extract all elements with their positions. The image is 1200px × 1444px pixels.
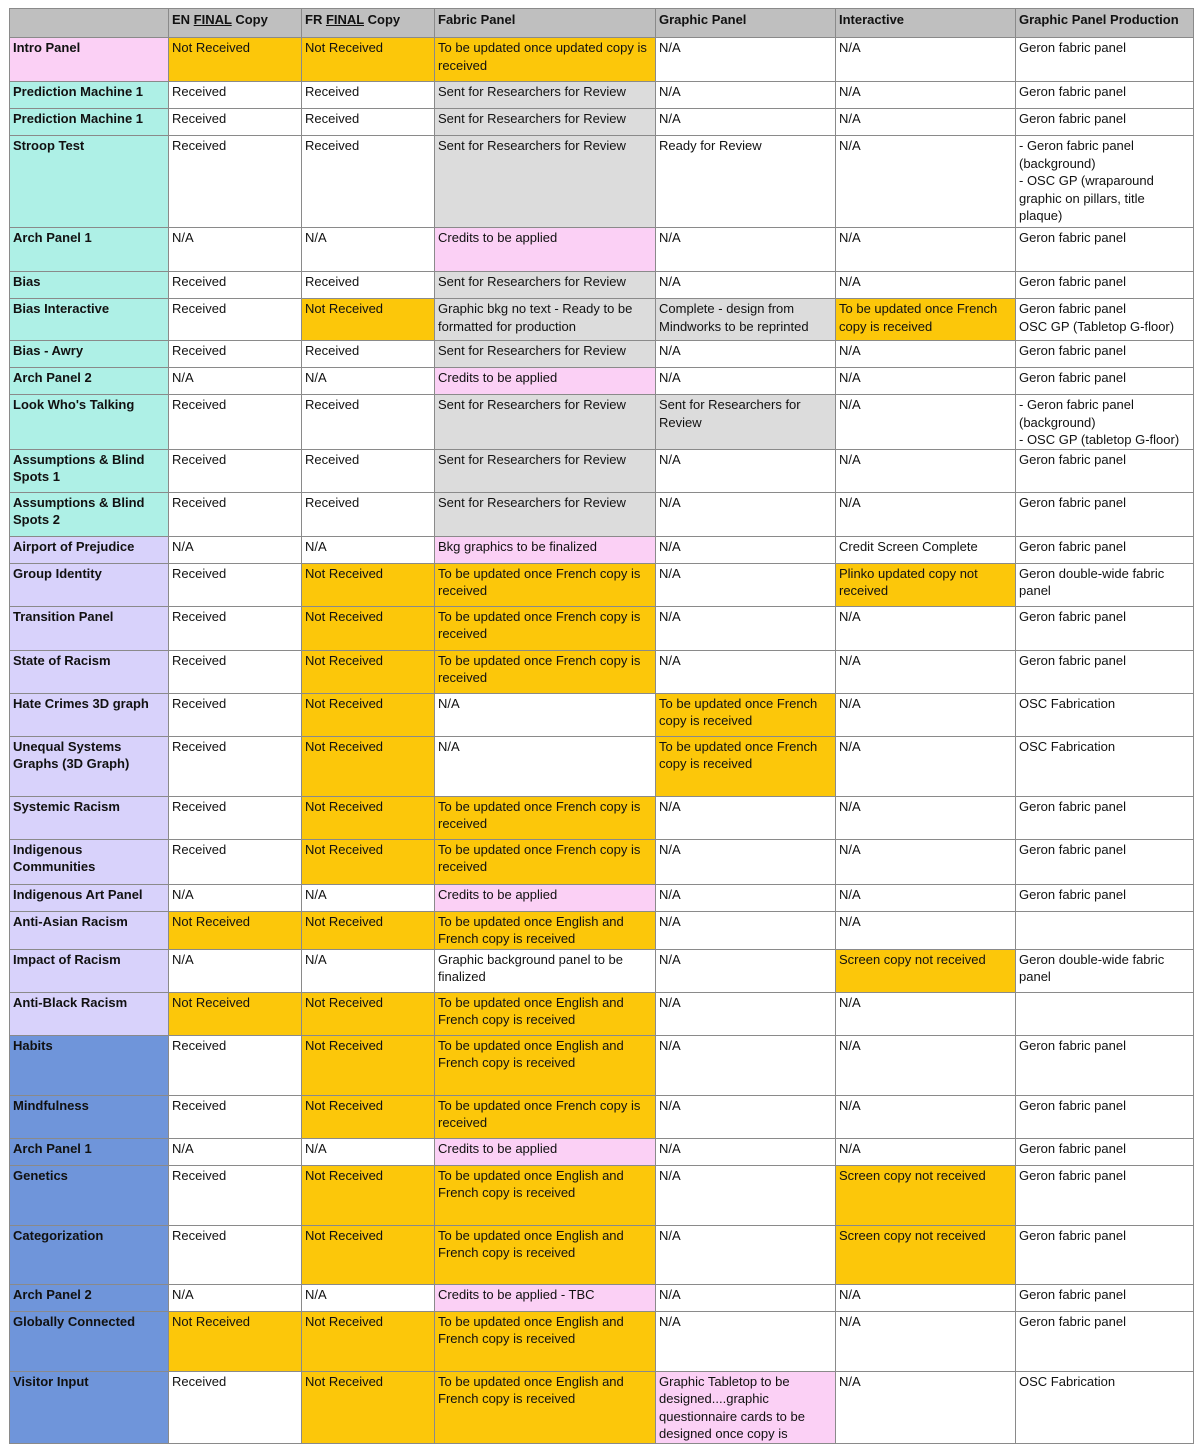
- cell-graphic-panel[interactable]: N/A: [656, 536, 836, 563]
- cell-graphic-panel[interactable]: N/A: [656, 109, 836, 136]
- cell-fabric-panel[interactable]: Sent for Researchers for Review: [435, 272, 656, 299]
- cell-fabric-panel[interactable]: Graphic background panel to be finalized: [435, 949, 656, 992]
- cell-en-final-copy[interactable]: Not Received: [169, 911, 302, 949]
- cell-graphic-panel-production[interactable]: Geron fabric panel: [1016, 272, 1194, 299]
- cell-fabric-panel[interactable]: To be updated once French copy is received: [435, 563, 656, 606]
- cell-graphic-panel-production[interactable]: Geron fabric panel: [1016, 796, 1194, 839]
- cell-en-final-copy[interactable]: Received: [169, 272, 302, 299]
- table-row: [10, 272, 1194, 299]
- cell-graphic-panel[interactable]: Ready for Review: [656, 136, 836, 228]
- cell-fabric-panel[interactable]: Sent for Researchers for Review: [435, 492, 656, 536]
- cell-graphic-panel[interactable]: N/A: [656, 650, 836, 693]
- cell-fr-final-copy[interactable]: Not Received: [302, 650, 435, 693]
- cell-en-final-copy[interactable]: N/A: [169, 228, 302, 272]
- table-row: [10, 449, 1194, 492]
- cell-interactive[interactable]: N/A: [836, 272, 1016, 299]
- table-row: [10, 38, 1194, 82]
- cell-graphic-panel[interactable]: N/A: [656, 492, 836, 536]
- table-row: [10, 1165, 1194, 1225]
- header-row: [10, 9, 1194, 38]
- cell-interactive[interactable]: N/A: [836, 395, 1016, 450]
- cell-fabric-panel[interactable]: To be updated once French copy is received: [435, 839, 656, 884]
- cell-fr-final-copy[interactable]: Not Received: [302, 911, 435, 949]
- cell-graphic-panel[interactable]: N/A: [656, 1138, 836, 1165]
- row-label[interactable]: Anti-Asian Racism: [10, 911, 169, 949]
- cell-fabric-panel[interactable]: Sent for Researchers for Review: [435, 82, 656, 109]
- cell-en-final-copy[interactable]: Received: [169, 1095, 302, 1138]
- cell-interactive[interactable]: Screen copy not received: [836, 1165, 1016, 1225]
- header-fr-final-copy[interactable]: [302, 9, 435, 38]
- cell-graphic-panel[interactable]: N/A: [656, 992, 836, 1035]
- row-label[interactable]: State of Racism: [10, 650, 169, 693]
- cell-graphic-panel[interactable]: N/A: [656, 606, 836, 650]
- cell-en-final-copy[interactable]: Not Received: [169, 992, 302, 1035]
- cell-fr-final-copy[interactable]: Received: [302, 395, 435, 450]
- row-label[interactable]: Group Identity: [10, 563, 169, 606]
- cell-fabric-panel[interactable]: To be updated once English and French copy is received: [435, 1371, 656, 1443]
- cell-fr-final-copy[interactable]: N/A: [302, 884, 435, 911]
- cell-interactive[interactable]: N/A: [836, 884, 1016, 911]
- cell-en-final-copy[interactable]: N/A: [169, 949, 302, 992]
- status-spreadsheet: [9, 8, 1193, 1441]
- cell-en-final-copy[interactable]: N/A: [169, 1284, 302, 1311]
- cell-graphic-panel-production[interactable]: Geron fabric panel: [1016, 536, 1194, 563]
- cell-en-final-copy[interactable]: Received: [169, 693, 302, 736]
- row-label[interactable]: Arch Panel 2: [10, 1284, 169, 1311]
- cell-graphic-panel-production[interactable]: OSC Fabrication: [1016, 693, 1194, 736]
- cell-graphic-panel[interactable]: N/A: [656, 884, 836, 911]
- cell-graphic-panel-production[interactable]: Geron fabric panel OSC GP (Tabletop G-floor): [1016, 299, 1194, 341]
- cell-graphic-panel-production[interactable]: [1016, 911, 1194, 949]
- cell-interactive[interactable]: N/A: [836, 1095, 1016, 1138]
- cell-graphic-panel[interactable]: N/A: [656, 82, 836, 109]
- cell-fabric-panel[interactable]: N/A: [435, 736, 656, 796]
- table-row: [10, 693, 1194, 736]
- table-row: [10, 136, 1194, 228]
- cell-fr-final-copy[interactable]: Received: [302, 109, 435, 136]
- cell-interactive[interactable]: N/A: [836, 1284, 1016, 1311]
- cell-fabric-panel[interactable]: Credits to be applied: [435, 1138, 656, 1165]
- cell-graphic-panel[interactable]: N/A: [656, 949, 836, 992]
- cell-fabric-panel[interactable]: To be updated once French copy is received: [435, 796, 656, 839]
- cell-interactive[interactable]: N/A: [836, 341, 1016, 368]
- cell-graphic-panel[interactable]: N/A: [656, 368, 836, 395]
- table-row: [10, 884, 1194, 911]
- cell-interactive[interactable]: N/A: [836, 1371, 1016, 1443]
- row-label[interactable]: Bias - Awry: [10, 341, 169, 368]
- cell-interactive[interactable]: N/A: [836, 38, 1016, 82]
- row-label[interactable]: Assumptions & Blind Spots 1: [10, 449, 169, 492]
- cell-en-final-copy[interactable]: N/A: [169, 368, 302, 395]
- row-label[interactable]: Intro Panel: [10, 38, 169, 82]
- cell-fr-final-copy[interactable]: Not Received: [302, 1165, 435, 1225]
- header-en-final-copy[interactable]: [169, 9, 302, 38]
- cell-graphic-panel[interactable]: N/A: [656, 1035, 836, 1095]
- cell-graphic-panel-production[interactable]: Geron fabric panel: [1016, 228, 1194, 272]
- cell-fr-final-copy[interactable]: Received: [302, 341, 435, 368]
- cell-fr-final-copy[interactable]: Not Received: [302, 1225, 435, 1284]
- table-row: [10, 368, 1194, 395]
- cell-fr-final-copy[interactable]: Not Received: [302, 563, 435, 606]
- cell-fabric-panel[interactable]: To be updated once English and French copy is received: [435, 1165, 656, 1225]
- table-row: [10, 1311, 1194, 1371]
- cell-graphic-panel-production[interactable]: OSC Fabrication: [1016, 1371, 1194, 1443]
- cell-graphic-panel[interactable]: N/A: [656, 38, 836, 82]
- cell-interactive[interactable]: To be updated once French copy is received: [836, 299, 1016, 341]
- row-label[interactable]: Indigenous Art Panel: [10, 884, 169, 911]
- cell-fabric-panel[interactable]: Credits to be applied - TBC: [435, 1284, 656, 1311]
- cell-en-final-copy[interactable]: Received: [169, 136, 302, 228]
- cell-fr-final-copy[interactable]: Not Received: [302, 736, 435, 796]
- cell-graphic-panel[interactable]: N/A: [656, 228, 836, 272]
- cell-fr-final-copy[interactable]: Received: [302, 82, 435, 109]
- table-row: [10, 796, 1194, 839]
- header-fabric-panel[interactable]: Fabric Panel: [435, 9, 656, 38]
- cell-interactive[interactable]: Screen copy not received: [836, 949, 1016, 992]
- table-row: [10, 341, 1194, 368]
- cell-fabric-panel[interactable]: Sent for Researchers for Review: [435, 449, 656, 492]
- cell-graphic-panel[interactable]: N/A: [656, 839, 836, 884]
- cell-interactive[interactable]: N/A: [836, 796, 1016, 839]
- cell-interactive[interactable]: N/A: [836, 650, 1016, 693]
- table-row: [10, 1371, 1194, 1443]
- row-label[interactable]: Stroop Test: [10, 136, 169, 228]
- cell-fabric-panel[interactable]: Sent for Researchers for Review: [435, 341, 656, 368]
- cell-fabric-panel[interactable]: To be updated once English and French copy is received: [435, 911, 656, 949]
- cell-en-final-copy[interactable]: Received: [169, 736, 302, 796]
- cell-fr-final-copy[interactable]: N/A: [302, 368, 435, 395]
- cell-interactive[interactable]: N/A: [836, 911, 1016, 949]
- table-row: [10, 650, 1194, 693]
- cell-graphic-panel-production[interactable]: Geron fabric panel: [1016, 1284, 1194, 1311]
- row-label[interactable]: Genetics: [10, 1165, 169, 1225]
- cell-en-final-copy[interactable]: Received: [169, 650, 302, 693]
- cell-interactive[interactable]: N/A: [836, 1035, 1016, 1095]
- row-label[interactable]: Bias: [10, 272, 169, 299]
- cell-fr-final-copy[interactable]: Received: [302, 272, 435, 299]
- table-row: [10, 82, 1194, 109]
- row-label[interactable]: Arch Panel 1: [10, 1138, 169, 1165]
- cell-graphic-panel-production[interactable]: Geron fabric panel: [1016, 449, 1194, 492]
- cell-fr-final-copy[interactable]: Received: [302, 136, 435, 228]
- cell-graphic-panel-production[interactable]: OSC Fabrication: [1016, 736, 1194, 796]
- row-label[interactable]: Mindfulness: [10, 1095, 169, 1138]
- cell-en-final-copy[interactable]: Received: [169, 299, 302, 341]
- cell-graphic-panel-production[interactable]: Geron fabric panel: [1016, 1311, 1194, 1371]
- cell-graphic-panel[interactable]: N/A: [656, 563, 836, 606]
- cell-en-final-copy[interactable]: Not Received: [169, 38, 302, 82]
- row-label[interactable]: Habits: [10, 1035, 169, 1095]
- cell-interactive[interactable]: N/A: [836, 449, 1016, 492]
- cell-interactive[interactable]: N/A: [836, 1311, 1016, 1371]
- cell-en-final-copy[interactable]: N/A: [169, 884, 302, 911]
- cell-interactive[interactable]: N/A: [836, 693, 1016, 736]
- table-row: [10, 492, 1194, 536]
- cell-en-final-copy[interactable]: Received: [169, 1035, 302, 1095]
- cell-graphic-panel-production[interactable]: Geron fabric panel: [1016, 1035, 1194, 1095]
- cell-en-final-copy[interactable]: Received: [169, 109, 302, 136]
- cell-graphic-panel-production[interactable]: Geron fabric panel: [1016, 1095, 1194, 1138]
- cell-fr-final-copy[interactable]: Not Received: [302, 1311, 435, 1371]
- cell-en-final-copy[interactable]: Received: [169, 1225, 302, 1284]
- row-label[interactable]: Arch Panel 2: [10, 368, 169, 395]
- cell-interactive[interactable]: N/A: [836, 736, 1016, 796]
- row-label[interactable]: Assumptions & Blind Spots 2: [10, 492, 169, 536]
- cell-graphic-panel-production[interactable]: - Geron fabric panel (background) - OSC GP (wraparound graphic on pillars, title plaque): [1016, 136, 1194, 228]
- cell-graphic-panel-production[interactable]: [1016, 992, 1194, 1035]
- cell-fabric-panel[interactable]: To be updated once updated copy is received: [435, 38, 656, 82]
- row-label[interactable]: Anti-Black Racism: [10, 992, 169, 1035]
- cell-en-final-copy[interactable]: Received: [169, 1165, 302, 1225]
- cell-interactive[interactable]: Plinko updated copy not received: [836, 563, 1016, 606]
- cell-graphic-panel[interactable]: N/A: [656, 272, 836, 299]
- cell-en-final-copy[interactable]: Not Received: [169, 1311, 302, 1371]
- cell-fr-final-copy[interactable]: Received: [302, 449, 435, 492]
- table-row: [10, 1284, 1194, 1311]
- cell-graphic-panel[interactable]: N/A: [656, 911, 836, 949]
- row-label[interactable]: Globally Connected: [10, 1311, 169, 1371]
- row-label[interactable]: Look Who's Talking: [10, 395, 169, 450]
- cell-graphic-panel[interactable]: N/A: [656, 1311, 836, 1371]
- cell-graphic-panel-production[interactable]: Geron fabric panel: [1016, 341, 1194, 368]
- cell-interactive[interactable]: N/A: [836, 136, 1016, 228]
- cell-en-final-copy[interactable]: Received: [169, 395, 302, 450]
- cell-interactive[interactable]: Screen copy not received: [836, 1225, 1016, 1284]
- cell-graphic-panel[interactable]: Complete - design from Mindworks to be reprinted: [656, 299, 836, 341]
- cell-graphic-panel-production[interactable]: - Geron fabric panel (background) - OSC GP (tabletop G-floor): [1016, 395, 1194, 450]
- row-label[interactable]: Prediction Machine 1: [10, 82, 169, 109]
- header-graphic-panel-production[interactable]: Graphic Panel Production: [1016, 9, 1194, 38]
- cell-graphic-panel[interactable]: N/A: [656, 796, 836, 839]
- header-fr-post: Copy: [364, 12, 401, 27]
- cell-fabric-panel[interactable]: Sent for Researchers for Review: [435, 136, 656, 228]
- row-label[interactable]: Hate Crimes 3D graph: [10, 693, 169, 736]
- row-label[interactable]: Unequal Systems Graphs (3D Graph): [10, 736, 169, 796]
- cell-interactive[interactable]: N/A: [836, 109, 1016, 136]
- cell-en-final-copy[interactable]: N/A: [169, 1138, 302, 1165]
- cell-en-final-copy[interactable]: Received: [169, 563, 302, 606]
- header-en-final: FINAL: [193, 12, 232, 27]
- cell-graphic-panel-production[interactable]: Geron fabric panel: [1016, 1138, 1194, 1165]
- cell-graphic-panel-production[interactable]: Geron fabric panel: [1016, 1225, 1194, 1284]
- cell-fabric-panel[interactable]: Credits to be applied: [435, 884, 656, 911]
- table-row: [10, 1138, 1194, 1165]
- cell-graphic-panel-production[interactable]: Geron double-wide fabric panel: [1016, 563, 1194, 606]
- cell-fr-final-copy[interactable]: Not Received: [302, 1371, 435, 1443]
- cell-graphic-panel[interactable]: N/A: [656, 1165, 836, 1225]
- table-row: [10, 228, 1194, 272]
- cell-fabric-panel[interactable]: Graphic bkg no text - Ready to be formatted for production: [435, 299, 656, 341]
- cell-graphic-panel-production[interactable]: Geron fabric panel: [1016, 368, 1194, 395]
- cell-fr-final-copy[interactable]: Not Received: [302, 38, 435, 82]
- row-label[interactable]: Visitor Input: [10, 1371, 169, 1443]
- status-table: [9, 8, 1194, 1444]
- cell-fabric-panel[interactable]: To be updated once French copy is received: [435, 650, 656, 693]
- table-row: [10, 606, 1194, 650]
- cell-graphic-panel-production[interactable]: Geron fabric panel: [1016, 650, 1194, 693]
- cell-interactive[interactable]: N/A: [836, 228, 1016, 272]
- cell-fabric-panel[interactable]: To be updated once English and French copy is received: [435, 1035, 656, 1095]
- cell-graphic-panel-production[interactable]: Geron double-wide fabric panel: [1016, 949, 1194, 992]
- table-row: [10, 1035, 1194, 1095]
- cell-fabric-panel[interactable]: To be updated once English and French copy is received: [435, 1311, 656, 1371]
- cell-graphic-panel-production[interactable]: Geron fabric panel: [1016, 606, 1194, 650]
- cell-en-final-copy[interactable]: Received: [169, 796, 302, 839]
- cell-fr-final-copy[interactable]: Received: [302, 492, 435, 536]
- cell-fr-final-copy[interactable]: Not Received: [302, 1035, 435, 1095]
- cell-interactive[interactable]: Credit Screen Complete: [836, 536, 1016, 563]
- table-row: [10, 563, 1194, 606]
- row-label[interactable]: Impact of Racism: [10, 949, 169, 992]
- table-row: [10, 395, 1194, 450]
- cell-interactive[interactable]: N/A: [836, 82, 1016, 109]
- cell-graphic-panel[interactable]: N/A: [656, 1225, 836, 1284]
- header-en-pre: EN: [172, 12, 194, 27]
- table-row: [10, 1095, 1194, 1138]
- cell-interactive[interactable]: N/A: [836, 839, 1016, 884]
- cell-fr-final-copy[interactable]: N/A: [302, 228, 435, 272]
- cell-fr-final-copy[interactable]: N/A: [302, 949, 435, 992]
- cell-fr-final-copy[interactable]: N/A: [302, 1138, 435, 1165]
- cell-en-final-copy[interactable]: Received: [169, 839, 302, 884]
- table-row: [10, 949, 1194, 992]
- table-row: [10, 299, 1194, 341]
- cell-graphic-panel-production[interactable]: Geron fabric panel: [1016, 884, 1194, 911]
- cell-interactive[interactable]: N/A: [836, 606, 1016, 650]
- cell-graphic-panel[interactable]: N/A: [656, 1095, 836, 1138]
- cell-en-final-copy[interactable]: Received: [169, 1371, 302, 1443]
- cell-en-final-copy[interactable]: Received: [169, 492, 302, 536]
- cell-fabric-panel[interactable]: Credits to be applied: [435, 228, 656, 272]
- header-corner: [10, 9, 169, 38]
- row-label[interactable]: Categorization: [10, 1225, 169, 1284]
- row-label[interactable]: Prediction Machine 1: [10, 109, 169, 136]
- cell-graphic-panel[interactable]: N/A: [656, 1284, 836, 1311]
- cell-graphic-panel-production[interactable]: Geron fabric panel: [1016, 109, 1194, 136]
- header-en-post: Copy: [231, 12, 268, 27]
- table-row: [10, 536, 1194, 563]
- cell-fabric-panel[interactable]: To be updated once English and French copy is received: [435, 1225, 656, 1284]
- row-label[interactable]: Bias Interactive: [10, 299, 169, 341]
- cell-fr-final-copy[interactable]: Not Received: [302, 606, 435, 650]
- table-row: [10, 911, 1194, 949]
- cell-interactive[interactable]: N/A: [836, 368, 1016, 395]
- table-row: [10, 109, 1194, 136]
- cell-fr-final-copy[interactable]: Not Received: [302, 1095, 435, 1138]
- cell-graphic-panel[interactable]: Graphic Tabletop to be designed....graphic questionnaire cards to be designed once copy is: [656, 1371, 836, 1443]
- cell-fabric-panel[interactable]: Bkg graphics to be finalized: [435, 536, 656, 563]
- cell-en-final-copy[interactable]: Received: [169, 82, 302, 109]
- cell-fabric-panel[interactable]: N/A: [435, 693, 656, 736]
- cell-graphic-panel[interactable]: N/A: [656, 449, 836, 492]
- cell-graphic-panel[interactable]: To be updated once French copy is received: [656, 693, 836, 736]
- cell-fr-final-copy[interactable]: Not Received: [302, 839, 435, 884]
- row-label[interactable]: Arch Panel 1: [10, 228, 169, 272]
- header-fr-pre: FR: [305, 12, 326, 27]
- cell-graphic-panel-production[interactable]: Geron fabric panel: [1016, 839, 1194, 884]
- header-fr-final: FINAL: [325, 12, 364, 27]
- cell-en-final-copy[interactable]: Received: [169, 449, 302, 492]
- cell-interactive[interactable]: N/A: [836, 1138, 1016, 1165]
- cell-fr-final-copy[interactable]: Not Received: [302, 299, 435, 341]
- table-row: [10, 992, 1194, 1035]
- cell-fabric-panel[interactable]: Sent for Researchers for Review: [435, 395, 656, 450]
- cell-fr-final-copy[interactable]: Not Received: [302, 796, 435, 839]
- cell-graphic-panel[interactable]: N/A: [656, 341, 836, 368]
- table-row: [10, 839, 1194, 884]
- header-graphic-panel[interactable]: Graphic Panel: [656, 9, 836, 38]
- cell-interactive[interactable]: N/A: [836, 492, 1016, 536]
- cell-fabric-panel[interactable]: To be updated once French copy is received: [435, 1095, 656, 1138]
- cell-en-final-copy[interactable]: N/A: [169, 536, 302, 563]
- cell-graphic-panel-production[interactable]: Geron fabric panel: [1016, 82, 1194, 109]
- cell-graphic-panel-production[interactable]: Geron fabric panel: [1016, 492, 1194, 536]
- row-label[interactable]: Indigenous Communities: [10, 839, 169, 884]
- cell-fr-final-copy[interactable]: Not Received: [302, 992, 435, 1035]
- table-row: [10, 1225, 1194, 1284]
- row-label[interactable]: Transition Panel: [10, 606, 169, 650]
- cell-interactive[interactable]: N/A: [836, 992, 1016, 1035]
- cell-graphic-panel[interactable]: Sent for Researchers for Review: [656, 395, 836, 450]
- cell-fabric-panel[interactable]: Credits to be applied: [435, 368, 656, 395]
- cell-en-final-copy[interactable]: Received: [169, 341, 302, 368]
- cell-fr-final-copy[interactable]: N/A: [302, 1284, 435, 1311]
- cell-fr-final-copy[interactable]: N/A: [302, 536, 435, 563]
- cell-fabric-panel[interactable]: To be updated once French copy is received: [435, 606, 656, 650]
- row-label[interactable]: Systemic Racism: [10, 796, 169, 839]
- table-row: [10, 736, 1194, 796]
- row-label[interactable]: Airport of Prejudice: [10, 536, 169, 563]
- cell-graphic-panel-production[interactable]: Geron fabric panel: [1016, 1165, 1194, 1225]
- cell-graphic-panel-production[interactable]: Geron fabric panel: [1016, 38, 1194, 82]
- cell-en-final-copy[interactable]: Received: [169, 606, 302, 650]
- cell-fabric-panel[interactable]: Sent for Researchers for Review: [435, 109, 656, 136]
- header-interactive[interactable]: Interactive: [836, 9, 1016, 38]
- cell-graphic-panel[interactable]: To be updated once French copy is received: [656, 736, 836, 796]
- cell-fr-final-copy[interactable]: Not Received: [302, 693, 435, 736]
- cell-fabric-panel[interactable]: To be updated once English and French copy is received: [435, 992, 656, 1035]
